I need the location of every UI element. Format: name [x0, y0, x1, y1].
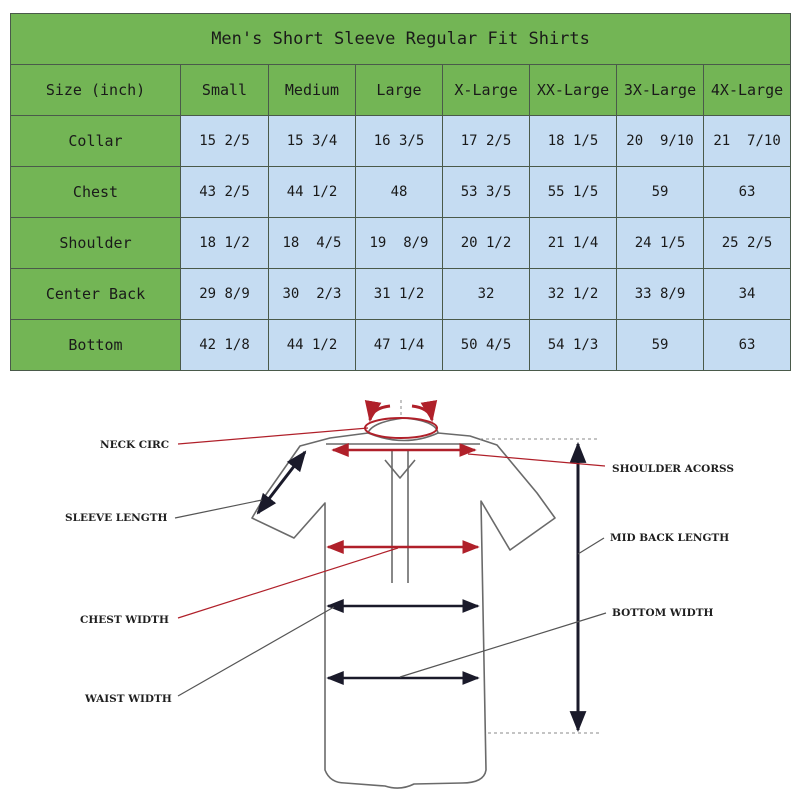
table-cell: 31 1/2 [356, 269, 443, 320]
table-cell: 63 [704, 320, 791, 371]
table-row [11, 269, 791, 320]
sleeve-length-label: SLEEVE LENGTH [65, 512, 168, 524]
table-cell: 19 8/9 [356, 218, 443, 269]
table-cell: 34 [704, 269, 791, 320]
leader-lines [175, 428, 606, 696]
table-cell: 54 1/3 [530, 320, 617, 371]
sleeve-length-arrow [258, 452, 305, 513]
title-row [11, 14, 791, 65]
table-cell: 18 4/5 [269, 218, 356, 269]
size-chart-table [10, 13, 791, 371]
shoulder-across-label: SHOULDER ACORSS [612, 463, 734, 475]
neck-circ-label: NECK CIRC [100, 439, 170, 451]
row-label-center-back: Center Back [11, 269, 181, 320]
table-title: Men's Short Sleeve Regular Fit Shirts [11, 14, 791, 65]
table-cell: 24 1/5 [617, 218, 704, 269]
size-xxl-header: XX-Large [530, 65, 617, 116]
size-4xl-header: 4X-Large [704, 65, 791, 116]
table-cell: 44 1/2 [269, 320, 356, 371]
table-cell: 63 [704, 167, 791, 218]
table-cell: 48 [356, 167, 443, 218]
table-row [11, 218, 791, 269]
table-cell: 43 2/5 [181, 167, 269, 218]
size-small-header: Small [181, 65, 269, 116]
size-3xl-header: 3X-Large [617, 65, 704, 116]
table-cell: 47 1/4 [356, 320, 443, 371]
size-medium-header: Medium [269, 65, 356, 116]
table-cell: 50 4/5 [443, 320, 530, 371]
table-cell: 16 3/5 [356, 116, 443, 167]
table-cell: 30 2/3 [269, 269, 356, 320]
size-xl-header: X-Large [443, 65, 530, 116]
table-row [11, 320, 791, 371]
table-cell: 18 1/2 [181, 218, 269, 269]
table-row [11, 116, 791, 167]
size-header-label: Size (inch) [11, 65, 181, 116]
table-cell: 53 3/5 [443, 167, 530, 218]
table-cell: 59 [617, 320, 704, 371]
table-cell: 33 8/9 [617, 269, 704, 320]
table-cell: 21 1/4 [530, 218, 617, 269]
table-cell: 17 2/5 [443, 116, 530, 167]
table-cell: 25 2/5 [704, 218, 791, 269]
row-label-shoulder: Shoulder [11, 218, 181, 269]
row-label-collar: Collar [11, 116, 181, 167]
size-large-header: Large [356, 65, 443, 116]
table-cell: 21 7/10 [704, 116, 791, 167]
table-cell: 44 1/2 [269, 167, 356, 218]
chest-width-label: CHEST WIDTH [80, 614, 169, 626]
table-cell: 18 1/5 [530, 116, 617, 167]
table-cell: 15 2/5 [181, 116, 269, 167]
size-header-row [11, 65, 791, 116]
row-label-bottom: Bottom [11, 320, 181, 371]
table-cell: 59 [617, 167, 704, 218]
table-cell: 20 9/10 [617, 116, 704, 167]
mid-back-length-label: MID BACK LENGTH [610, 532, 730, 544]
table-cell: 32 [443, 269, 530, 320]
table-cell: 15 3/4 [269, 116, 356, 167]
table-cell: 55 1/5 [530, 167, 617, 218]
table-cell: 42 1/8 [181, 320, 269, 371]
waist-width-label: WAIST WIDTH [85, 693, 172, 705]
bottom-width-label: BOTTOM WIDTH [612, 607, 714, 619]
shirt-measurement-diagram [0, 378, 800, 800]
table-cell: 29 8/9 [181, 269, 269, 320]
table-row [11, 167, 791, 218]
shirt-outline [252, 418, 555, 788]
row-label-chest: Chest [11, 167, 181, 218]
table-cell: 20 1/2 [443, 218, 530, 269]
table-cell: 32 1/2 [530, 269, 617, 320]
